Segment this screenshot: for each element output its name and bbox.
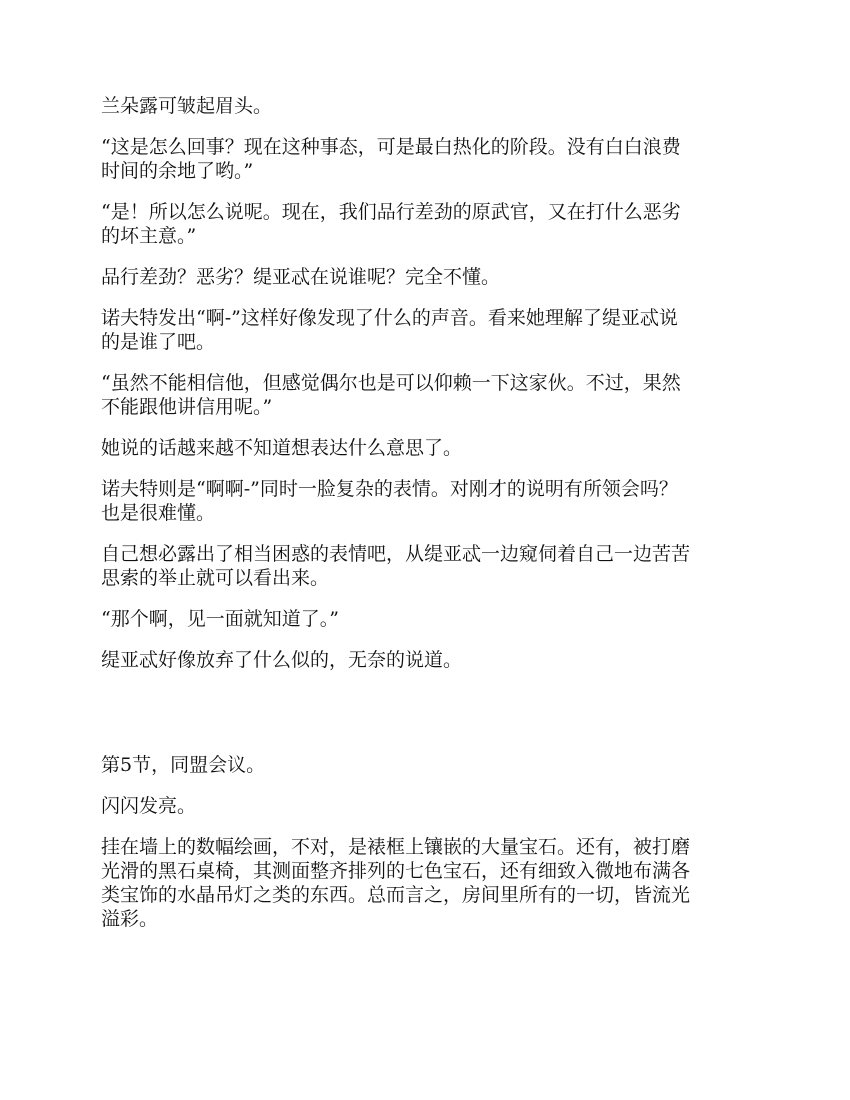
paragraph: 挂在墙上的数幅绘画，不对，是裱框上镶嵌的大量宝石。还有，被打磨 光滑的黑石桌椅，其测面整齐排列的七色宝石，还有细致入微地布满各 类宝饰的水晶吊灯之类的东西。总而言之，房间里所有的一切，皆流光 溢彩。 bbox=[101, 836, 691, 930]
paragraph: “那个啊，见一面就知道了。” bbox=[101, 608, 339, 630]
section-heading: 第5节，同盟会议。 bbox=[101, 754, 266, 776]
paragraph: 自己想必露出了相当困惑的表情吧，从缇亚忒一边窥伺着自己一边苦苦 思索的举止就可以看出来。 bbox=[101, 543, 691, 589]
paragraph: 诺夫特则是“啊啊-”同时一脸复杂的表情。对刚才的说明有所领会吗？ 也是很难懂。 bbox=[101, 478, 678, 524]
paragraph: 她说的话越来越不知道想表达什么意思了。 bbox=[101, 437, 463, 459]
paragraph: “是！所以怎么说呢。现在，我们品行差劲的原武官，又在打什么恶劣 的坏主意。” bbox=[101, 201, 681, 247]
paragraph: 兰朵露可皱起眉头。 bbox=[101, 95, 273, 117]
paragraph: 诺夫特发出“啊-”这样好像发现了什么的声音。看来她理解了缇亚忒说 的是谁了吧。 bbox=[101, 307, 678, 353]
paragraph: 缇亚忒好像放弃了什么似的，无奈的说道。 bbox=[101, 649, 463, 671]
paragraph: “这是怎么回事？现在这种事态，可是最白热化的阶段。没有白白浪费 时间的余地了哟。” bbox=[101, 136, 681, 182]
paragraph: “虽然不能相信他，但感觉偶尔也是可以仰赖一下这家伙。不过，果然 不能跟他讲信用呢。” bbox=[101, 372, 681, 418]
paragraph: 品行差劲？恶劣？缇亚忒在说谁呢？完全不懂。 bbox=[101, 266, 501, 288]
section-break bbox=[101, 689, 761, 753]
document-page bbox=[101, 94, 761, 948]
paragraph: 闪闪发亮。 bbox=[101, 795, 197, 817]
